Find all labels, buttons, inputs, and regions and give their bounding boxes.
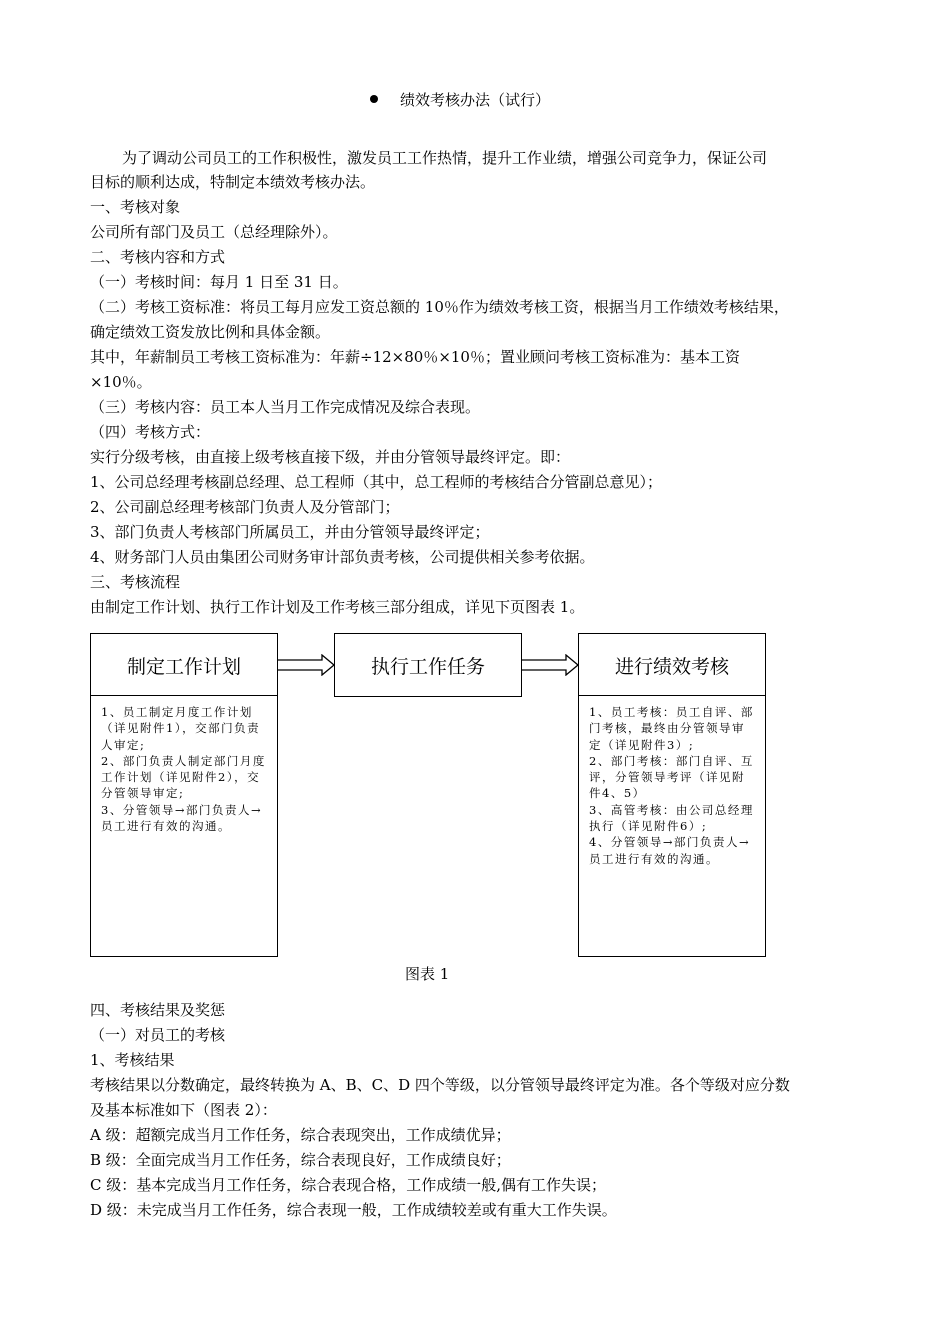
section-heading: 二、考核内容和方式 [90,248,226,266]
paragraph-line: （三）考核内容：员工本人当月工作完成情况及综合表现。 [90,398,481,416]
list-item: 1、公司总经理考核副总经理、总工程师（其中，总工程师的考核结合分管副总意见）； [90,473,663,491]
list-item: 4、财务部门人员由集团公司财务审计部负责考核，公司提供相关参考依据。 [90,548,595,566]
paragraph-line: 目标的顺利达成，特制定本绩效考核办法。 [90,173,376,191]
arrow-right-icon [278,654,336,676]
list-item: C 级：基本完成当月工作任务，综合表现合格，工作成绩一般,偶有工作失误； [90,1176,607,1194]
paragraph-line: 确定绩效工资发放比例和具体金额。 [90,323,331,341]
flow-box-plan-title: 制定工作计划 [90,633,278,697]
flow-box-plan-body: 1、员工制定月度工作计划（详见附件1），交部门负责人审定; 2、部门负责人制定部门月度工作计划（详见附件2），交分管领导审定; 3、分管领导→部门负责人→员工进行有效的沟通。 [90,695,278,957]
paragraph-line: 实行分级考核，由直接上级考核直接下级，并由分管领导最终评定。即： [90,448,571,466]
flow-box-execute: 执行工作任务 [334,633,522,697]
paragraph-line: （二）考核工资标准：将员工每月应发工资总额的 10％作为绩效考核工资，根据当月工作绩效考核结果， [90,298,789,316]
figure-caption: 图表 1 [405,965,450,983]
paragraph-line: 为了调动公司员工的工作积极性，激发员工工作热情，提升工作业绩，增强公司竞争力，保证公司 [122,149,768,167]
flow-box-evaluate-body: 1、员工考核：员工自评、部门考核，最终由分管领导审定（详见附件3）; 2、部门考核：部门自评、互评，分管领导考评（详见附件4、5） 3、高管考核：由公司总经理执行（详见附件6）; 4、分管领导→部门负责人→员工进行有效的沟通。 [578,695,766,957]
section-heading: 三、考核流程 [90,573,181,591]
section-heading: 一、考核对象 [90,198,181,216]
list-item: D 级：未完成当月工作任务，综合表现一般，工作成绩较差或有重大工作失误。 [90,1201,617,1219]
arrow-right-icon [522,654,580,676]
document-title: 绩效考核办法（试行） [370,89,550,111]
paragraph-line: 其中，年薪制员工考核工资标准为：年薪÷12×80％×10％；置业顾问考核工资标准为：基本工资 [90,348,740,366]
flow-box-evaluate-title: 进行绩效考核 [578,633,766,697]
paragraph-line: 考核结果以分数确定，最终转换为 A、B、C、D 四个等级，以分管领导最终评定为准。各个等级对应分数 [90,1076,790,1094]
bullet-icon [370,95,378,103]
paragraph-line: 1、考核结果 [90,1051,175,1069]
paragraph-line: （一）对员工的考核 [90,1026,226,1044]
paragraph-line: 由制定工作计划、执行工作计划及工作考核三部分组成，详见下页图表 1。 [90,598,585,616]
list-item: B 级：全面完成当月工作任务，综合表现良好，工作成绩良好； [90,1151,511,1169]
list-item: A 级：超额完成当月工作任务，综合表现突出，工作成绩优异； [90,1126,511,1144]
paragraph-line: 公司所有部门及员工（总经理除外）。 [90,223,338,241]
paragraph-line: （四）考核方式： [90,423,211,441]
paragraph-line: （一）考核时间：每月 1 日至 31 日。 [90,273,348,291]
list-item: 2、公司副总经理考核部门负责人及分管部门； [90,498,400,516]
paragraph-line: 及基本标准如下（图表 2）： [90,1101,277,1119]
section-heading: 四、考核结果及奖惩 [90,1001,226,1019]
paragraph-line: ×10％。 [90,373,152,391]
list-item: 3、部门负责人考核部门所属员工，并由分管领导最终评定； [90,523,490,541]
